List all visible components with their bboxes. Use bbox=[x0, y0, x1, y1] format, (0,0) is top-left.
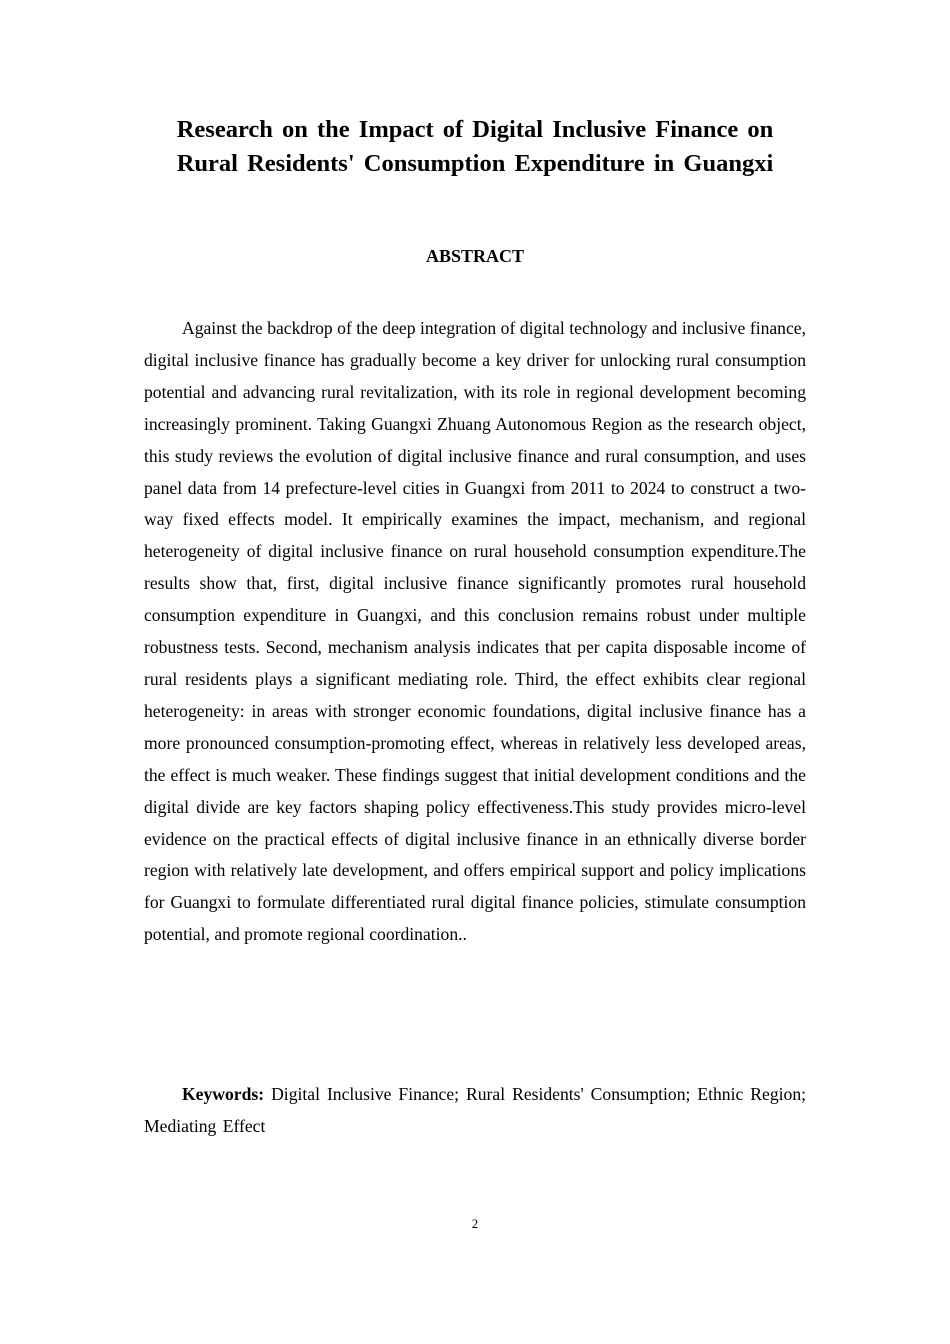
abstract-heading: ABSTRACT bbox=[425, 246, 525, 266]
abstract-body: Against the backdrop of the deep integration of digital technology and inclusive finance, digital inclusive finance has gradually become a key driver for unlocking rural consumption potential and advancing rural revitalization, with its role in regional development becoming increasingly prominent. Taking Guangxi Zhuang Autonomous Region as the research object, this study reviews the evolution of digital inclusive finance and rural consumption, and uses panel data from 14 prefecture-level cities in Guangxi from 2011 to 2024 to construct a two-way fixed effects model. It empirically examines the impact, mechanism, and regional heterogeneity of digital inclusive finance on rural household consumption expenditure.The results show that, first, digital inclusive finance significantly promotes rural household consumption expenditure in Guangxi, and this conclusion remains robust under multiple robustness tests. Second, mechanism analysis indicates that per capita disposable income of rural residents plays a significant mediating role. Third, the effect exhibits clear regional heterogeneity: in areas with stronger economic foundations, digital inclusive finance has a more pronounced consumption-promoting effect, whereas in relatively less developed areas, the effect is much weaker. These findings suggest that initial development conditions and the digital divide are key factors shaping policy effectiveness.This study provides micro-level evidence on the practical effects of digital inclusive finance in an ethnically diverse border region with relatively late development, and offers empirical support and policy implications for Guangxi to formulate differentiated rural digital finance policies, stimulate consumption potential, and promote regional coordination.. bbox=[144, 318, 806, 945]
paper-title-line-2: Rural Residents' Consumption Expenditure in Guangxi bbox=[176, 150, 774, 177]
page-number: 2 bbox=[471, 1216, 479, 1231]
keywords-text: Digital Inclusive Finance; Rural Residents' Consumption; Ethnic Region; Mediating Effect bbox=[144, 1084, 806, 1136]
paper-title bbox=[144, 113, 806, 181]
paper-title-line-1: Research on the Impact of Digital Inclusive Finance on bbox=[176, 116, 774, 143]
keywords-paragraph bbox=[144, 1079, 806, 1143]
keywords-label: Keywords: bbox=[182, 1084, 265, 1104]
